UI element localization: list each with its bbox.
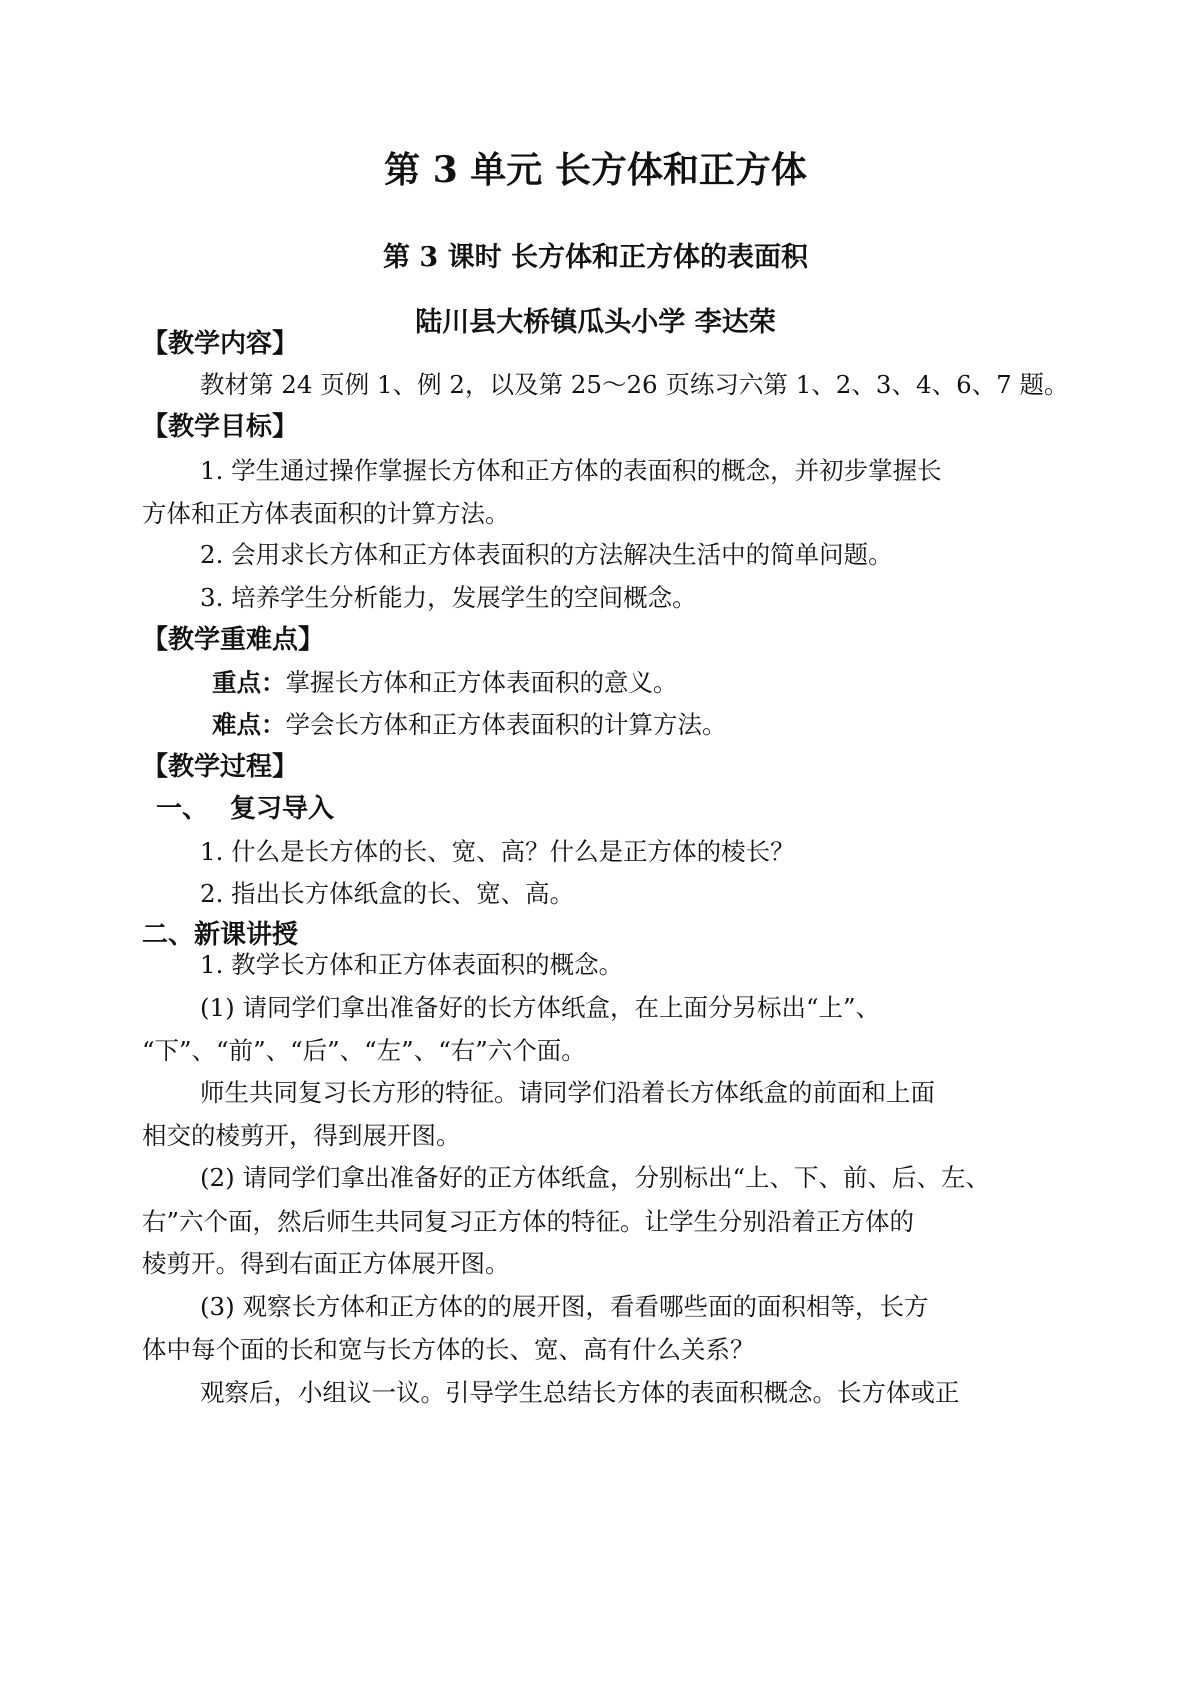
paragraph-3-line-1: (2) 请同学们拿出准备好的正方体纸盒，分别标出“上、下、前、后、左、 xyxy=(200,1163,991,1192)
process-heading: 【教学过程】 xyxy=(142,752,299,782)
paragraph-1-line-1: (1) 请同学们拿出准备好的长方体纸盒，在上面分另标出“上”、 xyxy=(200,993,881,1022)
part-1-question-2: 2. 指出长方体纸盒的长、宽、高。 xyxy=(200,879,575,908)
paragraph-1-line-2: “下”、“前”、“后”、“左”、“右”六个面。 xyxy=(142,1036,586,1065)
goal-1-line-2: 方体和正方体表面积的计算方法。 xyxy=(142,499,510,528)
paragraph-3-line-2: 右”六个面，然后师生共同复习正方体的特征。让学生分别沿着正方体的 xyxy=(142,1207,915,1236)
key-point-text: 掌握长方体和正方体表面积的意义。 xyxy=(285,668,678,697)
goal-1-line-1: 1. 学生通过操作掌握长方体和正方体的表面积的概念，并初步掌握长 xyxy=(200,456,942,485)
goal-3: 3. 培养学生分析能力，发展学生的空间概念。 xyxy=(200,583,697,612)
difficult-point-label: 难点： xyxy=(212,710,286,739)
part-1-title: 复习导入 xyxy=(230,794,335,824)
paragraph-3-line-3: 棱剪开。得到右面正方体展开图。 xyxy=(142,1249,510,1278)
goals-heading: 【教学目标】 xyxy=(142,412,299,442)
lesson-title: 第 3 课时 长方体和正方体的表面积 xyxy=(383,242,808,273)
content-heading: 【教学内容】 xyxy=(142,329,299,359)
paragraph-4-line-2: 体中每个面的长和宽与长方体的长、宽、高有什么关系？ xyxy=(142,1335,755,1364)
part-2-item-1: 1. 教学长方体和正方体表面积的概念。 xyxy=(200,950,624,979)
key-point-label: 重点： xyxy=(212,668,286,697)
goal-2: 2. 会用求长方体和正方体表面积的方法解决生活中的简单问题。 xyxy=(200,540,893,569)
keypoints-heading: 【教学重难点】 xyxy=(142,625,325,655)
difficult-point-text: 学会长方体和正方体表面积的计算方法。 xyxy=(285,710,727,739)
content-text: 教材第 24 页例 1、例 2，以及第 25～26 页练习六第 1、2、3、4、6、7 题。 xyxy=(200,370,1069,399)
paragraph-2-line-2: 相交的棱剪开，得到展开图。 xyxy=(142,1121,461,1150)
key-point xyxy=(212,666,678,700)
author-line: 陆川县大桥镇瓜头小学 李达荣 xyxy=(415,307,776,338)
part-1-heading xyxy=(156,792,334,826)
unit-title: 第 3 单元 长方体和正方体 xyxy=(384,149,807,191)
paragraph-2-line-1: 师生共同复习长方形的特征。请同学们沿着长方体纸盒的前面和上面 xyxy=(200,1078,935,1107)
difficult-point xyxy=(212,708,727,742)
part-1-number: 一、 xyxy=(156,794,209,824)
part-2-heading: 二、新课讲授 xyxy=(142,920,299,950)
paragraph-4-line-1: (3) 观察长方体和正方体的的展开图，看看哪些面的面积相等，长方 xyxy=(200,1292,929,1321)
paragraph-5-line-1: 观察后，小组议一议。引导学生总结长方体的表面积概念。长方体或正 xyxy=(200,1378,960,1407)
part-1-question-1: 1. 什么是长方体的长、宽、高？什么是正方体的棱长？ xyxy=(200,837,795,866)
